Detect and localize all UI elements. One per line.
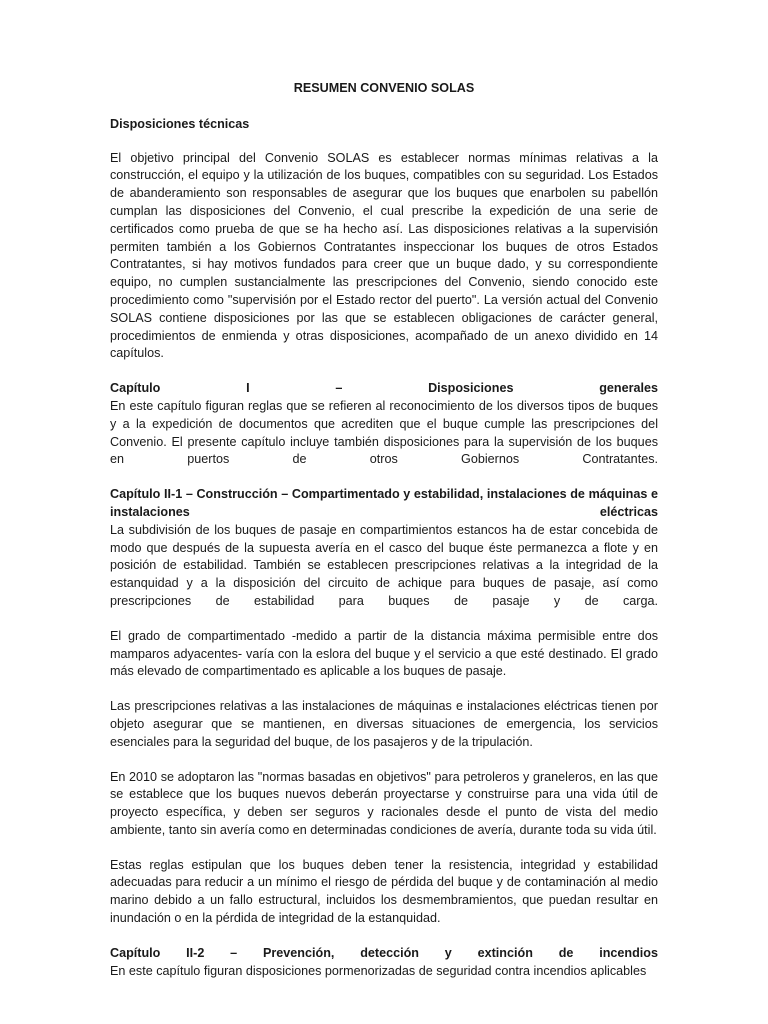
document-title: RESUMEN CONVENIO SOLAS: [293, 81, 475, 95]
section-heading: Disposiciones técnicas: [110, 116, 250, 131]
chapter-2-1-body: La subdivisión de los buques de pasaje en compartimientos estancos ha de estar concebida de modo que después de la supuesta avería en el casco del buque éste permanezca a flote y en posición de estabilidad. También se establecen prescripciones relativas a la integridad de la estanquidad y a la disposición del circuito de achique para buques de pasaje, así como prescripciones de estabilidad para buques de pasaje y de carga.: [110, 522, 658, 608]
chapter-2-2: [110, 945, 658, 981]
chapter-1-title: Capítulo I – Disposiciones generales: [110, 381, 658, 396]
document-page: [110, 80, 658, 997]
chapter-2-1-paragraph-4: En 2010 se adoptaron las "normas basadas en objetivos" para petroleros y graneleros, en las que se establece que los buques nuevos deberán proyectarse y construirse para una vida útil de proyecto específica, y deben ser seguros y racionales desde el punto de vista del medio ambiente, tanto sin avería como en determinadas condiciones de avería, durante toda su vida útil.: [110, 769, 658, 837]
chapter-2-2-title: Capítulo II-2 – Prevención, detección y extinción de incendios: [110, 945, 658, 960]
chapter-2-2-body: En este capítulo figuran disposiciones pormenorizadas de seguridad contra incendios aplicables: [110, 963, 647, 978]
chapter-1-body: En este capítulo figuran reglas que se refieren al reconocimiento de los diversos tipos de buques y a la expedición de documentos que acrediten que el buque cumple las prescripciones del Convenio. El presente capítulo incluye también disposiciones para la supervisión de los buques en puertos de otros Gobiernos Contratantes.: [110, 398, 658, 467]
chapter-2-1: [110, 486, 658, 611]
chapter-2-1-paragraph-2: El grado de compartimentado -medido a partir de la distancia máxima permisible entre dos mamparos adyacentes- varía con la eslora del buque y el servicio a que esté destinado. El grado más elevado de compartimentado es aplicable a los buques de pasaje.: [110, 628, 658, 679]
chapter-1: [110, 380, 658, 469]
chapter-2-1-paragraph-5: Estas reglas estipulan que los buques deben tener la resistencia, integridad y estabilidad adecuadas para reducir a un mínimo el riesgo de pérdida del buque y de contaminación al medio marino debido a un fallo estructural, incluidos los desmembramientos, que puedan resultar en inundación o en la pérdida de integridad de la estanquidad.: [110, 857, 658, 926]
chapter-2-1-paragraph-3: Las prescripciones relativas a las instalaciones de máquinas e instalaciones eléctricas tienen por objeto asegurar que se mantienen, en diversas situaciones de emergencia, los servicios esenciales para la seguridad del buque, de los pasajeros y de la tripulación.: [110, 699, 658, 749]
chapter-2-1-title: Capítulo II-1 – Construcción – Compartimentado y estabilidad, instalaciones de máquinas e instalaciones eléctricas: [110, 487, 658, 519]
intro-paragraph: El objetivo principal del Convenio SOLAS es establecer normas mínimas relativas a la construcción, el equipo y la utilización de los buques, compatibles con su seguridad. Los Estados de abanderamiento son responsables de asegurar que los buques que enarbolen su pabellón cumplan las disposiciones del Convenio, el cual prescribe la expedición de una serie de certificados como prueba de que se ha hecho así. Las disposiciones relativas a la supervisión permiten también a los Gobiernos Contratantes inspeccionar los buques de otros Estados Contratantes, si hay motivos fundados para creer que un buque dado, y su correspondiente equipo, no cumplen sustancialmente las prescripciones del Convenio, siendo conocido este procedimiento como "supervisión por el Estado rector del puerto". La versión actual del Convenio SOLAS contiene disposiciones por las que se establecen obligaciones de carácter general, procedimientos de enmienda y otras disposiciones, acompañado de un anexo dividido en 14 capítulos.: [110, 150, 658, 361]
